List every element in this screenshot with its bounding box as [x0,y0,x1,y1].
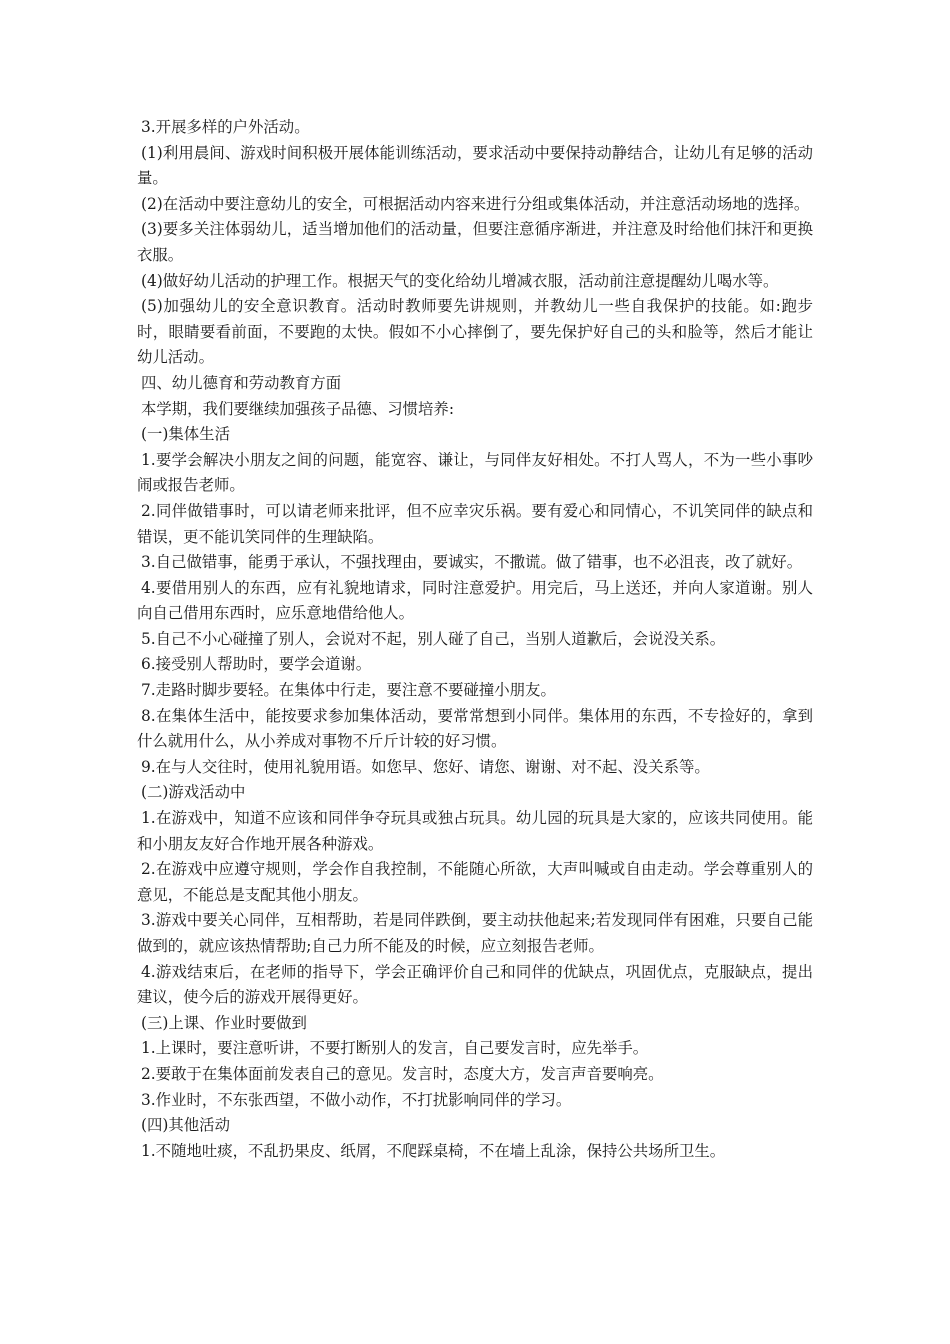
paragraph: (4)做好幼儿活动的护理工作。根据天气的变化给幼儿增减衣服，活动前注意提醒幼儿喝水等。 [141,271,779,290]
paragraph: (2)在活动中要注意幼儿的安全，可根据活动内容来进行分组或集体活动，并注意活动场地的选择。 [141,194,810,213]
paragraph: 2.同伴做错事时，可以请老师来批评，但不应幸灾乐祸。要有爱心和同情心，不讥笑同伴的缺点和错误，更不能讥笑同伴的生理缺陷。 [137,501,813,546]
document-body [137,115,813,1164]
subsection-heading: (三)上课、作业时要做到 [141,1013,307,1032]
subsection-heading: (一)集体生活 [141,425,230,444]
paragraph: 本学期，我们要继续加强孩子品德、习惯培养: [141,399,454,418]
section-heading: 四、幼儿德育和劳动教育方面 [141,373,342,392]
paragraph: (3)要多关注体弱幼儿，适当增加他们的活动量，但要注意循序渐进，并注意及时给他们抹汗和更换衣服。 [137,220,813,264]
paragraph: 1.不随地吐痰，不乱扔果皮、纸屑，不爬踩桌椅，不在墙上乱涂，保持公共场所卫生。 [141,1141,726,1160]
paragraph: 2.要敢于在集体面前发表自己的意见。发言时，态度大方，发言声音要响亮。 [141,1064,664,1083]
paragraph: 9.在与人交往时，使用礼貌用语。如您早、您好、请您、谢谢、对不起、没关系等。 [141,757,710,776]
paragraph: 5.自己不小心碰撞了别人，会说对不起，别人碰了自己，当别人道歉后，会说没关系。 [141,629,726,648]
paragraph: 4.要借用别人的东西，应有礼貌地请求，同时注意爱护。用完后，马上送还，并向人家道谢。别人向自己借用东西时，应乐意地借给他人。 [137,578,813,623]
paragraph: 3.自己做错事，能勇于承认，不强找理由，要诚实，不撒谎。做了错事，也不必沮丧，改了就好。 [141,553,803,572]
paragraph: 1.在游戏中，知道不应该和同伴争夺玩具或独占玩具。幼儿园的玩具是大家的，应该共同使用。能和小朋友友好合作地开展各种游戏。 [137,809,813,853]
subsection-heading: (四)其他活动 [141,1116,230,1135]
paragraph: 1.要学会解决小朋友之间的问题，能宽容、谦让，与同伴友好相处。不打人骂人，不为一些小事吵闹或报告老师。 [137,450,813,495]
paragraph: 3.作业时，不东张西望，不做小动作，不打扰影响同伴的学习。 [141,1090,572,1109]
paragraph: 1.上课时，要注意听讲，不要打断别人的发言，自己要发言时，应先举手。 [141,1039,649,1058]
paragraph: (5)加强幼儿的安全意识教育。活动时教师要先讲规则，并教幼儿一些自我保护的技能。如:跑步时，眼睛要看前面，不要跑的太快。假如不小心摔倒了，要先保护好自己的头和脸等，然后才能让幼儿活动。 [137,297,813,367]
paragraph: 7.走路时脚步要轻。在集体中行走，要注意不要碰撞小朋友。 [141,681,556,700]
paragraph: 2.在游戏中应遵守规则，学会作自我控制，不能随心所欲，大声叫喊或自由走动。学会尊重别人的意见，不能总是支配其他小朋友。 [137,860,813,904]
paragraph: 3.开展多样的户外活动。 [141,118,310,136]
paragraph: 4.游戏结束后，在老师的指导下，学会正确评价自己和同伴的优缺点，巩固优点，克服缺点，提出建议，使今后的游戏开展得更好。 [137,962,813,1007]
paragraph: (1)利用晨间、游戏时间积极开展体能训练活动，要求活动中要保持动静结合，让幼儿有足够的活动量。 [137,143,813,188]
paragraph: 8.在集体生活中，能按要求参加集体活动，要常常想到小同伴。集体用的东西，不专捡好的，拿到什么就用什么，从小养成对事物不斤斤计较的好习惯。 [137,706,813,751]
paragraph: 3.游戏中要关心同伴，互相帮助，若是同伴跌倒，要主动扶他起来;若发现同伴有困难，只要自己能做到的，就应该热情帮助;自己力所不能及的时候，应立刻报告老师。 [137,911,813,955]
paragraph: 6.接受别人帮助时，要学会道谢。 [141,655,372,674]
subsection-heading: (二)游戏活动中 [141,783,246,802]
